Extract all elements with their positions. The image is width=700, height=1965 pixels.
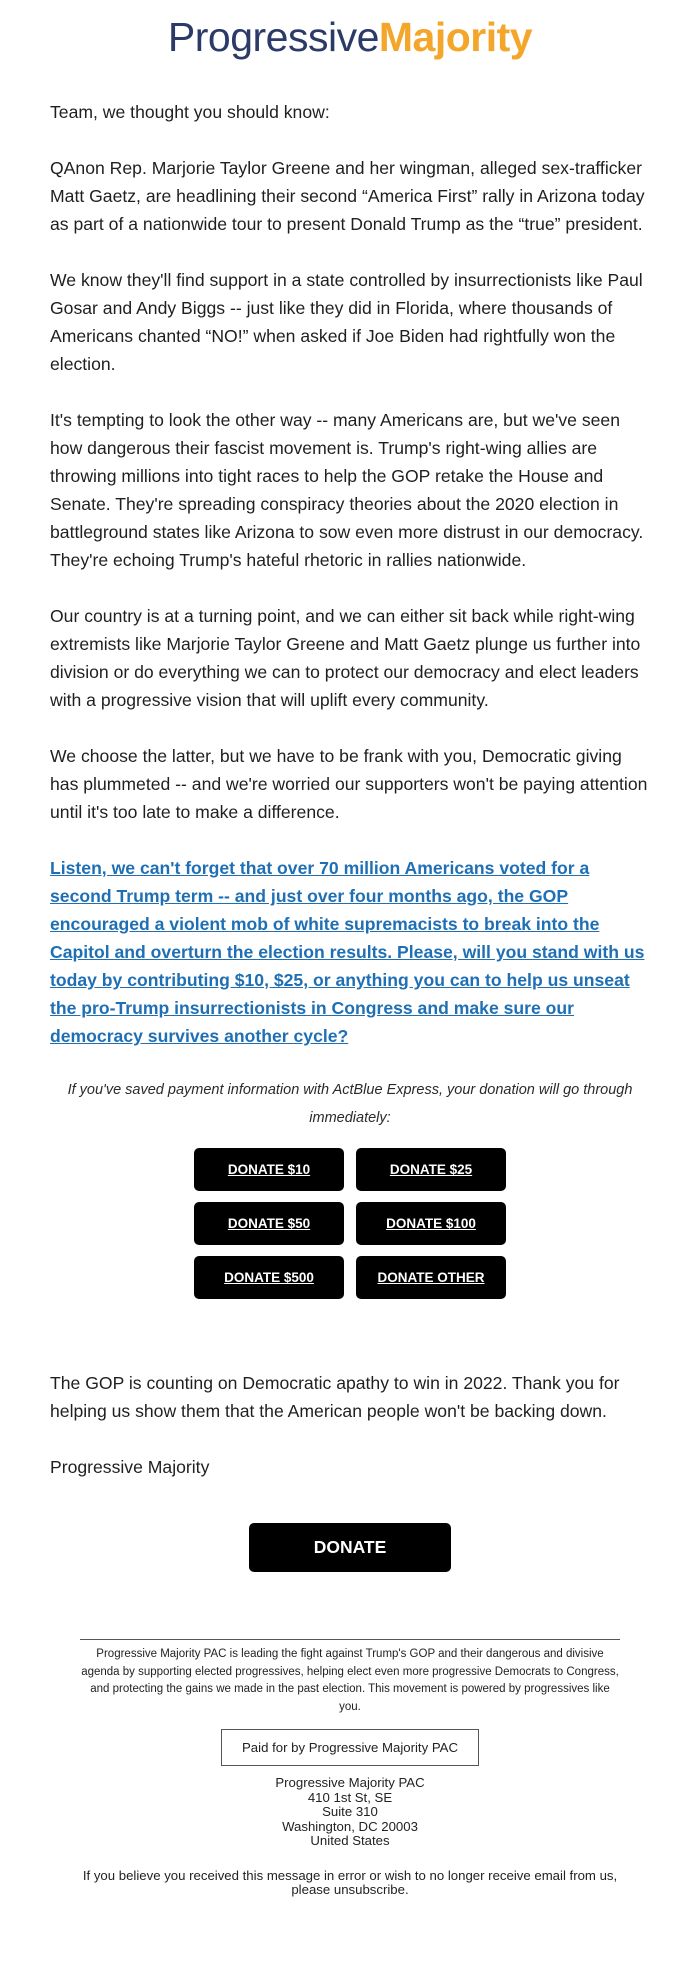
paragraph-fascist-movement: It's tempting to look the other way -- many Americans are, but we've seen how dangerous their fascist movement is. Trump's right-wing allies are throwing millions into tight races to help the GOP retake the House and Senate. They're spreading conspiracy theories about the 2020 election in battleground states like Arizona to sow even more distrust in our democracy. They're echoing Trump's hateful rhetoric in rallies nationwide. bbox=[50, 410, 644, 570]
progressive-majority-logo[interactable] bbox=[0, 0, 700, 80]
address-line: Washington, DC 20003 bbox=[282, 1818, 418, 1834]
donate-10-button[interactable]: DONATE $10 bbox=[194, 1148, 344, 1191]
email-footer bbox=[80, 1639, 620, 1898]
donate-500-button[interactable]: DONATE $500 bbox=[194, 1256, 344, 1299]
paragraph-rally: QAnon Rep. Marjorie Taylor Greene and her wingman, alleged sex-trafficker Matt Gaetz, are headlining their second “America First” rally in Arizona today as part of a nationwide tour to present Donald Trump as the “true” president. bbox=[50, 158, 645, 234]
signature: Progressive Majority bbox=[50, 1457, 210, 1477]
donate-50-button[interactable]: DONATE $50 bbox=[194, 1202, 344, 1245]
paid-for-disclaimer: Paid for by Progressive Majority PAC bbox=[221, 1729, 479, 1766]
donate-button-grid bbox=[194, 1148, 506, 1299]
donate-25-button[interactable]: DONATE $25 bbox=[356, 1148, 506, 1191]
logo-word-progressive: Progressive bbox=[167, 14, 379, 60]
mailing-address bbox=[80, 1776, 620, 1849]
email-body bbox=[0, 98, 700, 1481]
greeting-text: Team, we thought you should know: bbox=[50, 102, 330, 122]
unsubscribe-text[interactable]: If you believe you received this message in error or wish to no longer receive email from us, please unsubscribe. bbox=[82, 1867, 618, 1897]
donate-button[interactable]: DONATE bbox=[249, 1523, 451, 1572]
address-line: 410 1st St, SE bbox=[307, 1789, 393, 1805]
address-line: United States bbox=[310, 1833, 390, 1848]
paragraph-arizona: We know they'll find support in a state controlled by insurrectionists like Paul Gosar and Andy Biggs -- just like they did in Florida, where thousands of Americans chanted “NO!” when asked if Joe Biden had rightfully won the election. bbox=[50, 270, 643, 374]
paragraph-turning-point: Our country is at a turning point, and we can either sit back while right-wing extremists like Marjorie Taylor Greene and Matt Gaetz plunge us further into division or do everything we can to protect our democracy and elect leaders with a progressive vision that will uplift every community. bbox=[50, 606, 641, 710]
address-line: Progressive Majority PAC bbox=[275, 1775, 425, 1790]
paragraph-giving: We choose the latter, but we have to be frank with you, Democratic giving has plummeted -- and we're worried our supporters won't be paying attention until it's too late to make a difference. bbox=[50, 746, 648, 822]
donation-appeal-link[interactable]: Listen, we can't forget that over 70 million Americans voted for a second Trump term -- and just over four months ago, the GOP encouraged a violent mob of white supremacists to break into the Capitol and overturn the election results. Please, will you stand with us today by contributing $10, $25, or anything you can to help us unseat the pro-Trump insurrectionists in Congress and make sure our democracy survives another cycle? bbox=[50, 858, 645, 1046]
footer-blurb: Progressive Majority PAC is leading the fight against Trump's GOP and their dangerous and divisive agenda by supporting elected progressives, helping elect even more progressive Democrats to Congress, and protecting the gains we made in the past election. This movement is powered by progressives like you. bbox=[81, 1648, 619, 1713]
address-line: Suite 310 bbox=[322, 1804, 378, 1819]
closing-paragraph: The GOP is counting on Democratic apathy to win in 2022. Thank you for helping us show them that the American people won't be backing down. bbox=[50, 1373, 620, 1421]
actblue-express-note: If you've saved payment information with ActBlue Express, your donation will go through immediately: bbox=[67, 1082, 633, 1126]
main-donate-wrapper bbox=[0, 1523, 700, 1572]
donate-other-button[interactable]: DONATE OTHER bbox=[356, 1256, 506, 1299]
logo-word-majority: Majority bbox=[378, 14, 533, 60]
donate-100-button[interactable]: DONATE $100 bbox=[356, 1202, 506, 1245]
